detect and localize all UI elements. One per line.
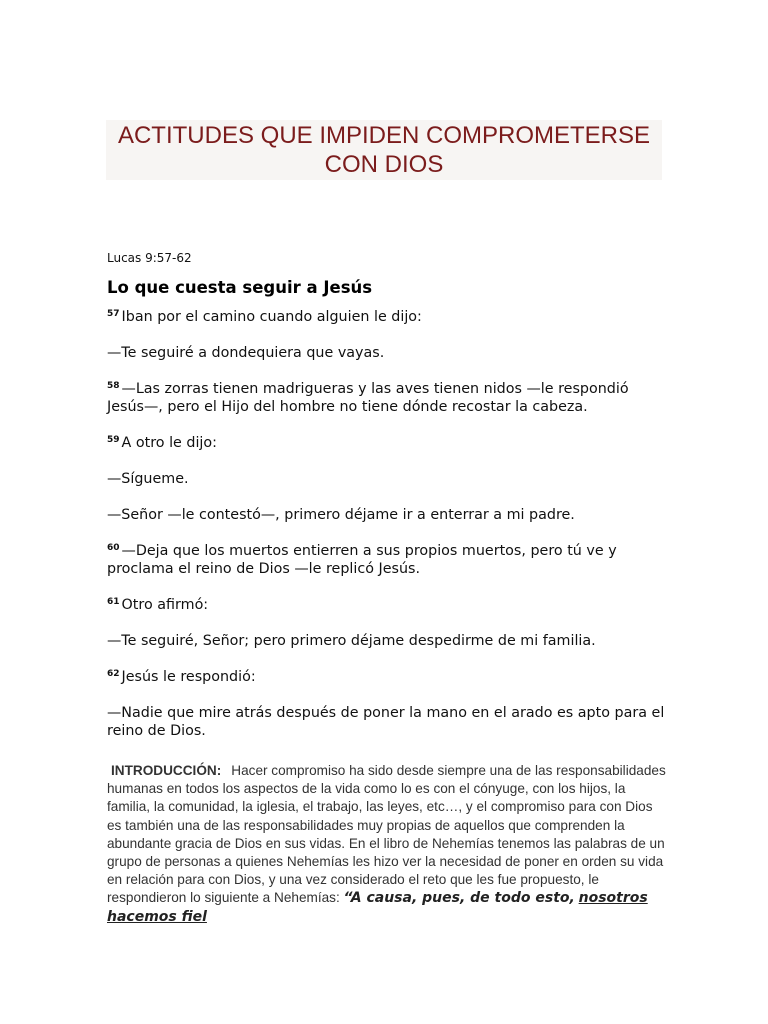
- verse-text: —Las zorras tienen madrigueras y las aves tienen nidos —le respondió Jesús—, pero el Hijo del hombre no tiene dónde recostar la cabeza.: [107, 381, 629, 415]
- passage-paragraph: [107, 632, 667, 650]
- quote-start: “A causa, pues, de todo esto,: [343, 890, 575, 907]
- document-title: ACTITUDES QUE IMPIDEN COMPROMETERSE CON DIOS: [117, 122, 651, 178]
- passage-paragraph: [107, 470, 667, 488]
- verse-number: 58: [107, 381, 120, 391]
- verse-text: Iban por el camino cuando alguien le dijo:: [121, 309, 422, 325]
- passage-paragraph: [107, 380, 667, 416]
- passage-paragraph: [107, 542, 667, 578]
- passage-paragraph: [107, 308, 667, 326]
- verse-text: Jesús le respondió:: [121, 669, 256, 685]
- scripture-passage: [107, 308, 667, 758]
- introduction-text: Hacer compromiso ha sido desde siempre una de las responsabilidades humanas en todos los aspectos de la vida como lo es con el cónyuge, con los hijos, la familia, la comunidad, la iglesia, el trabajo, las leyes, etc…, y el compromiso para con Dios es también una de las responsabilidades muy propias de aquellos que comprenden la abundante gracia de Dios en sus vidas. En el libro de Nehemías tenemos las palabras de un grupo de personas a quienes Nehemías les hizo ver la necesidad de poner en orden su vida en relación para con Dios, y una vez considerado el reto que les fue propuesto, le respondieron lo siguiente a Nehemías:: [107, 763, 666, 906]
- verse-text: A otro le dijo:: [121, 435, 217, 451]
- verse-number: 60: [107, 543, 120, 553]
- verse-text: —Deja que los muertos entierren a sus propios muertos, pero tú ve y proclama el reino de Dios —le replicó Jesús.: [107, 543, 617, 577]
- verse-number: 57: [107, 309, 120, 319]
- passage-paragraph: [107, 344, 667, 362]
- passage-paragraph: [107, 596, 667, 614]
- verse-number: 61: [107, 597, 120, 607]
- verse-text: —Te seguiré a dondequiera que vayas.: [107, 345, 385, 361]
- verse-text: —Te seguiré, Señor; pero primero déjame despedirme de mi familia.: [107, 633, 596, 649]
- verse-text: —Sígueme.: [107, 471, 189, 487]
- verse-text: —Señor —le contestó—, primero déjame ir a enterrar a mi padre.: [107, 507, 575, 523]
- passage-paragraph: [107, 434, 667, 452]
- verse-number: 59: [107, 435, 120, 445]
- passage-paragraph: [107, 704, 667, 740]
- introduction-paragraph: [107, 762, 667, 926]
- passage-paragraph: [107, 668, 667, 686]
- title-box: [106, 120, 662, 180]
- passage-paragraph: [107, 506, 667, 524]
- verse-text: —Nadie que mire atrás después de poner la mano en el arado es apto para el reino de Dios.: [107, 705, 665, 739]
- scripture-reference: Lucas 9:57-62: [107, 251, 192, 265]
- verse-number: 62: [107, 669, 120, 679]
- introduction-label: INTRODUCCIÓN:: [111, 763, 222, 778]
- verse-text: Otro afirmó:: [121, 597, 209, 613]
- passage-heading: Lo que cuesta seguir a Jesús: [107, 278, 373, 297]
- quote-underlined: nosotros hacemos fiel: [107, 890, 648, 925]
